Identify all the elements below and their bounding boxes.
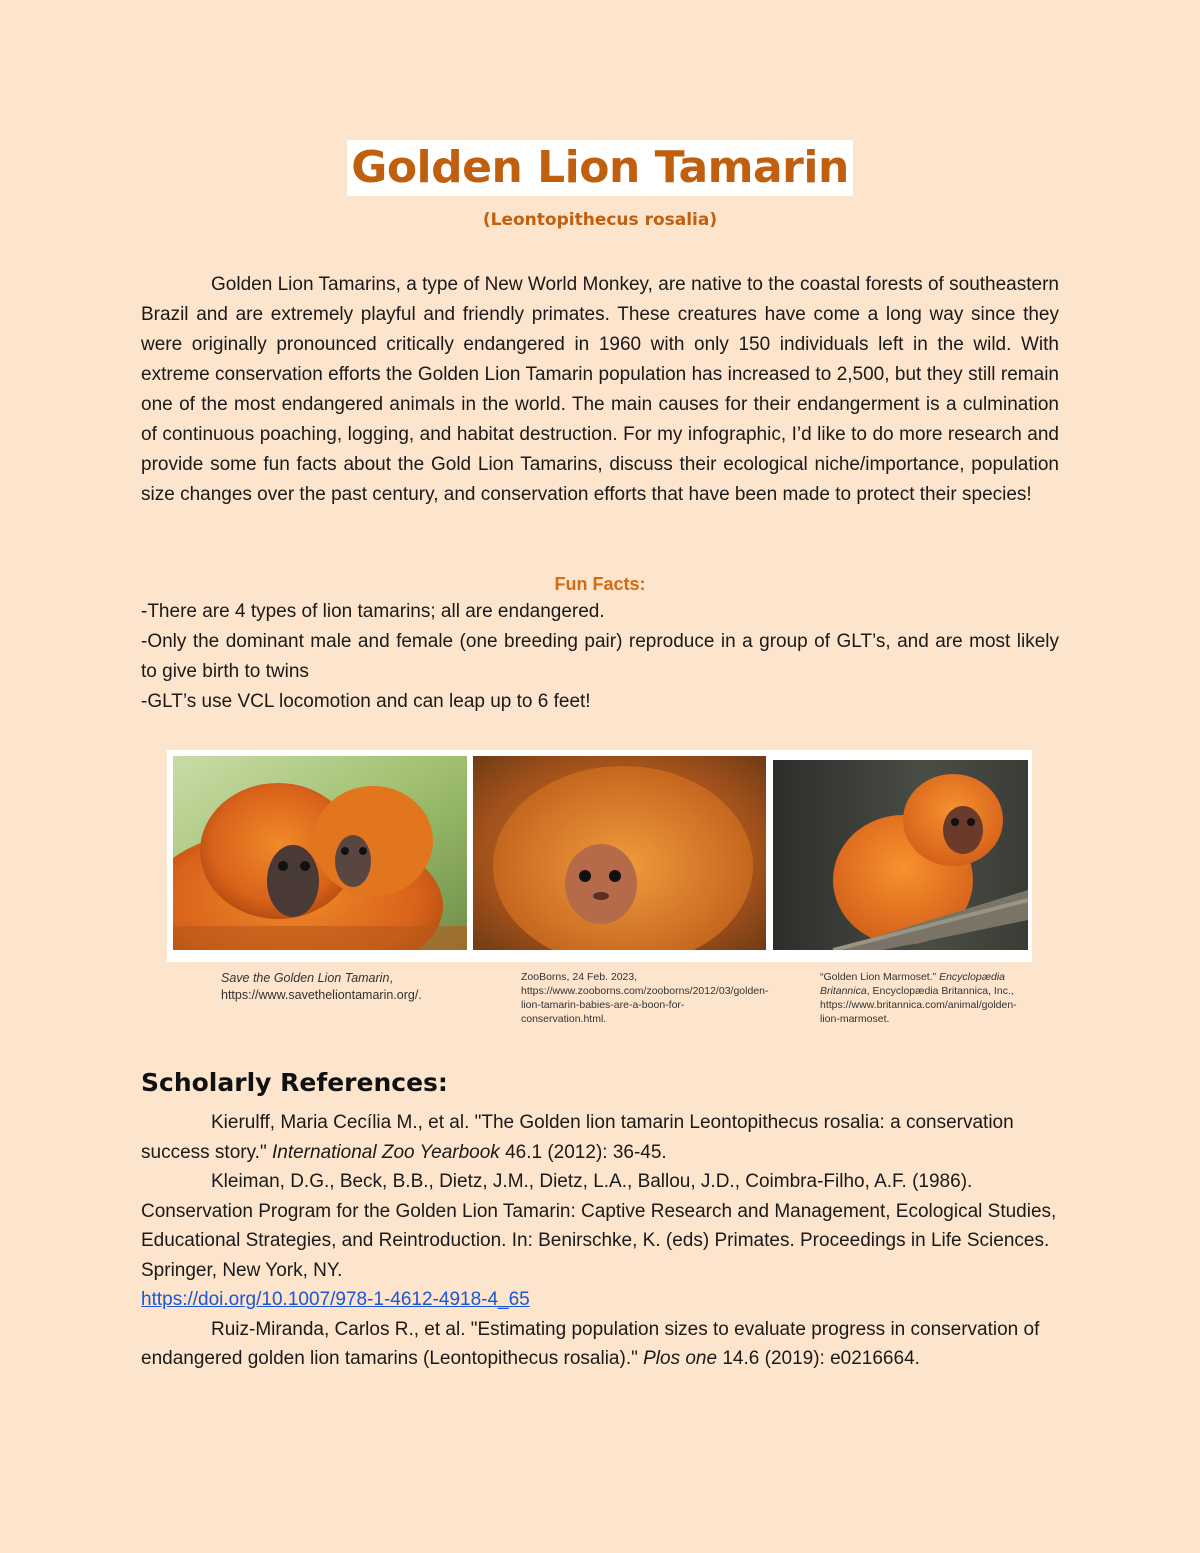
scientific-name: (Leontopithecus rosalia) xyxy=(482,210,718,230)
fun-fact-item: -GLT’s use VCL locomotion and can leap up to 6 feet! xyxy=(141,691,591,712)
intro-text: Golden Lion Tamarins, a type of New World Monkey, are native to the coastal forests of southeastern Brazil and are extremely playful and friendly primates. These creatures have come a long way since they were originally pronounced critically endangered in 1960 with only 150 individuals left in the wild. With extreme conservation efforts the Golden Lion Tamarin population has increased to 2,500, but they still remain one of the most endangered animals in the world. The main causes for their endangerment is a culmination of continuous poaching, logging, and habitat destruction. For my infographic, I’d like to do more research and provide some fun facts about the Gold Lion Tamarins, discuss their ecological niche/importance, population size changes over the past century, and conservation efforts that have been made to protect their species! xyxy=(141,274,1059,505)
doi-link[interactable]: https://doi.org/10.1007/978-1-4612-4918-4_65 xyxy=(141,1289,530,1310)
photo-strip xyxy=(167,750,1032,962)
photo-caption-3: “Golden Lion Marmoset.” Encyclopædia Britannica, Encyclopædia Britannica, Inc., https://www.britannica.com/animal/golden-lion-marmoset. xyxy=(820,971,1017,1025)
tamarin-photo-adult-with-baby xyxy=(173,756,467,950)
reference-item: Kleiman, D.G., Beck, B.B., Dietz, J.M., Dietz, L.A., Ballou, J.D., Coimbra-Filho, A.F. (1986). Conservation Program for the Golden Lion Tamarin: Captive Research and Management, Ecological Studies, Educational Strategies, and Reintroduction. In: Benirschke, K. (eds) Primates. Proceedings in Life Sciences. Springer, New York, NY. https://doi.org/10.1007/978-1-4612-4918-4_65 xyxy=(141,1171,1057,1310)
reference-item: Ruiz-Miranda, Carlos R., et al. "Estimating population sizes to evaluate progress in conservation of endangered golden lion tamarins (Leontopithecus rosalia)." Plos one 14.6 (2019): e0216664. xyxy=(141,1318,1040,1369)
photo-caption-1: Save the Golden Lion Tamarin, https://www.savetheliontamarin.org/. xyxy=(221,971,422,1002)
photo-caption-2: ZooBorns, 24 Feb. 2023, https://www.zooborns.com/zooborns/2012/03/golden-lion-tamarin-babies-are-a-boon-for-conservation.html. xyxy=(521,971,769,1025)
references-heading: Scholarly References: xyxy=(141,1068,448,1097)
fun-facts-list xyxy=(141,597,1059,717)
fun-fact-item: -Only the dominant male and female (one breeding pair) reproduce in a group of GLT’s, and are most likely to give birth to twins xyxy=(141,631,1059,682)
fun-facts-heading: Fun Facts: xyxy=(554,574,646,594)
page-title: Golden Lion Tamarin xyxy=(347,140,853,196)
fun-fact-item: -There are 4 types of lion tamarins; all are endangered. xyxy=(141,601,605,622)
tamarin-photo-baby-closeup xyxy=(473,756,766,950)
tamarin-photo-adult-on-branch xyxy=(773,760,1028,950)
intro-paragraph xyxy=(141,270,1059,510)
reference-item: Kierulff, Maria Cecília M., et al. "The Golden lion tamarin Leontopithecus rosalia: a conservation success story." International Zoo Yearbook 46.1 (2012): 36-45. xyxy=(141,1112,1014,1163)
references-list xyxy=(141,1108,1059,1374)
